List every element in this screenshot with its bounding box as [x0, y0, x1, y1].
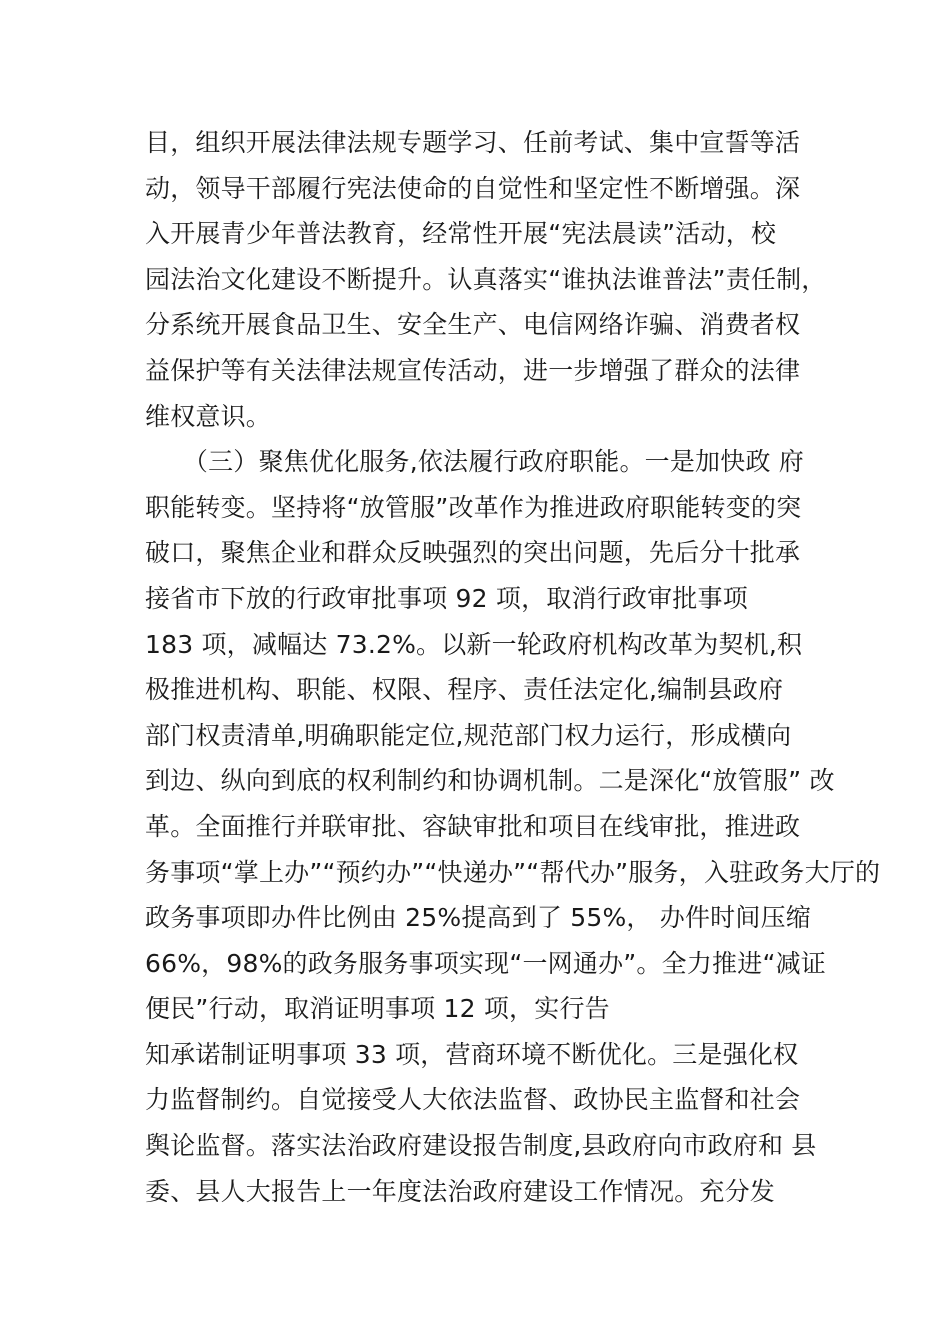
text-line: 务事项“掌上办”“预约办”“快递办”“帮代办”服务，入驻政务大厅的	[145, 857, 881, 887]
text-line: 维权意识。	[145, 401, 272, 431]
text-line: 知承诺制证明事项 33 项，营商环境不断优化。三是强化权	[145, 1039, 799, 1069]
text-line: 入开展青少年普法教育，经常性开展“宪法晨读”活动，校	[145, 219, 777, 249]
text-line: 职能转变。坚持将“放管服”改革作为推进政府职能转变的突	[145, 492, 802, 522]
text-line: 66%，98%的政务服务事项实现“一网通办”。全力推进“减证	[145, 948, 826, 978]
text-line: 委、县人大报告上一年度法治政府建设工作情况。充分发	[145, 1176, 776, 1206]
text-line: 接省市下放的行政审批事项 92 项，取消行政审批事项	[145, 583, 748, 613]
text-line: 动，领导干部履行宪法使命的自觉性和坚定性不断增强。深	[145, 173, 801, 203]
text-line: 破口，聚焦企业和群众反映强烈的突出问题，先后分十批承	[145, 538, 801, 568]
body-text	[145, 120, 881, 1214]
section-heading-line: （三）聚焦优化服务,依法履行政府职能。一是加快政 府	[145, 447, 804, 477]
text-line: 到边、纵向到底的权利制约和协调机制。二是深化“放管服” 改	[145, 766, 835, 796]
text-line: 政务事项即办件比例由 25%提高到了 55%， 办件时间压缩	[145, 903, 811, 933]
text-line: 部门权责清单,明确职能定位,规范部门权力运行，形成横向	[145, 720, 792, 750]
text-line: 183 项，减幅达 73.2%。以新一轮政府机构改革为契机,积	[145, 629, 803, 659]
text-line: 力监督制约。自觉接受人大依法监督、政协民主监督和社会	[145, 1085, 801, 1115]
text-line: 便民”行动，取消证明事项 12 项，实行告	[145, 994, 610, 1024]
text-line: 革。全面推行并联审批、容缺审批和项目在线审批，推进政	[145, 811, 801, 841]
text-line: 极推进机构、职能、权限、程序、责任法定化,编制县政府	[145, 675, 784, 705]
text-line: 园法治文化建设不断提升。认真落实“谁执法谁普法”责任制，	[145, 264, 827, 294]
text-line: 益保护等有关法律法规宣传活动，进一步增强了群众的法律	[145, 355, 801, 385]
text-line: 分系统开展食品卫生、安全生产、电信网络诈骗、消费者权	[145, 310, 801, 340]
text-line: 目，组织开展法律法规专题学习、任前考试、集中宣誓等活	[145, 128, 801, 157]
text-line: 舆论监督。落实法治政府建设报告制度,县政府向市政府和 县	[145, 1131, 817, 1161]
